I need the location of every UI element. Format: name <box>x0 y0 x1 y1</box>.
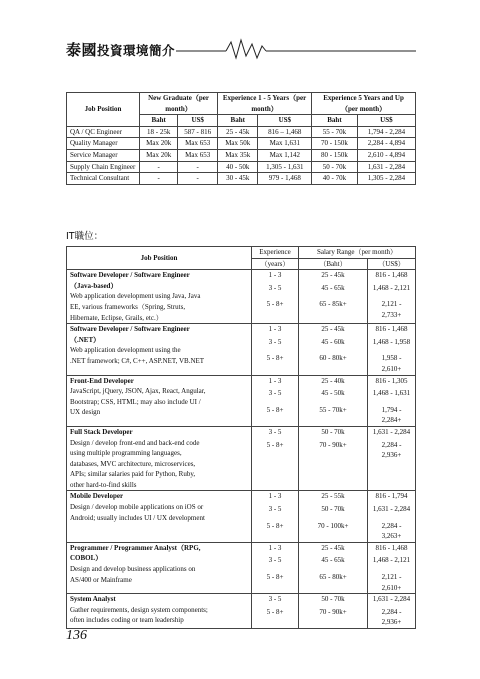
t2-years-header: （years） <box>252 258 299 270</box>
t2-usd-value: 2,284 - 2,936+ <box>381 440 402 460</box>
table-row <box>67 149 416 161</box>
t2-baht-value: 25 - 45k <box>321 325 345 334</box>
t2-exp-value: 3 - 5 <box>268 337 282 346</box>
table-row <box>67 126 416 138</box>
t2-usd-value: 816 - 1,305 <box>375 376 408 385</box>
t2-usd-value: 2,284 - 3,263+ <box>381 521 402 541</box>
t2-job-cell <box>67 491 252 542</box>
t2-usd-value: 816 - 1,468 <box>375 325 408 334</box>
t2-job-desc-line: databases, MVC architecture, microservices, <box>70 459 196 468</box>
t2-exp-value: 3 - 5 <box>268 595 282 604</box>
t2-usd-value: 816 - 1,468 <box>375 543 408 552</box>
t2-usd-value: 1,794 - 2,284+ <box>381 405 402 425</box>
t1-currency-header: Baht <box>140 115 178 127</box>
table-row <box>67 161 416 173</box>
t2-usd-value: 1,631 - 2,284 <box>372 595 411 604</box>
t2-baht-value: 70 - 100k+ <box>317 521 349 530</box>
t1-currency-header: Baht <box>218 115 258 127</box>
t2-job-desc-line: Design / develop front-end and back-end code <box>70 438 200 447</box>
t1-value-cell: 18 - 25k <box>140 126 178 138</box>
t2-job-desc-line: Design and develop business applications on <box>70 565 196 574</box>
t1-currency-header: US$ <box>258 115 312 127</box>
t2-usd-header: （US$） <box>368 258 416 270</box>
t2-job-desc-line: using multiple programming languages, <box>70 449 182 458</box>
t2-exp-value: 5 - 8+ <box>266 405 284 414</box>
t2-job-desc-line: Android; usually includes UI / UX development <box>70 513 205 522</box>
t2-job-cell <box>67 375 252 426</box>
t2-job-title: Mobile Developer <box>70 492 124 501</box>
t1-value-cell: Max 35k <box>218 149 258 161</box>
t2-usd-value: 1,468 - 1,631 <box>372 389 411 398</box>
t1-currency-header: Baht <box>312 115 358 127</box>
t2-job-title-cont: （Java-based） <box>70 281 118 290</box>
t2-baht-cell <box>299 594 368 629</box>
t1-job-cell: QA / QC Engineer <box>67 126 140 138</box>
t2-body <box>67 270 416 629</box>
t2-job-title: Software Developer / Software Engineer <box>70 325 190 334</box>
t2-exp-value: 5 - 8+ <box>266 354 284 363</box>
t2-job-desc-line: AS/400 or Mainframe <box>70 575 132 584</box>
t2-baht-value: 65 - 80k+ <box>319 573 347 582</box>
t2-usd-value: 2,284 - 2,936+ <box>381 607 402 627</box>
t2-usd-cell <box>368 491 416 542</box>
t2-job-title: Full Stack Developer <box>70 427 133 436</box>
table-row <box>67 375 416 426</box>
t1-value-cell: Max 1,142 <box>258 149 312 161</box>
it-section-label: IT職位： <box>66 231 104 242</box>
t2-job-cell <box>67 270 252 324</box>
t2-job-desc-line: Web application development using the <box>70 346 181 355</box>
t2-usd-cell <box>368 542 416 593</box>
t2-exp-cell <box>252 594 299 629</box>
t2-baht-value: 50 - 70k <box>321 427 345 436</box>
t2-usd-value: 2,121 - 2,733+ <box>381 300 402 319</box>
t1-value-cell: Max 653 <box>178 149 218 161</box>
t1-value-cell: 816 – 1,468 <box>258 126 312 138</box>
t2-usd-value: 1,631 - 2,284 <box>372 505 411 514</box>
t1-value-cell: - <box>178 161 218 173</box>
t1-value-cell: 587 - 816 <box>178 126 218 138</box>
t1-value-cell: 30 - 45k <box>218 173 258 185</box>
t2-exp-value: 5 - 8+ <box>266 573 284 582</box>
table-row <box>67 426 416 491</box>
t2-exp-value: 5 - 8+ <box>266 440 284 449</box>
t2-job-title: Front-End Developer <box>70 376 134 385</box>
t2-job-desc-line: EE, various frameworks（Spring, Struts, <box>70 302 186 311</box>
t2-exp-value: 1 - 3 <box>268 271 282 280</box>
t2-job-desc-line: Design / develop mobile applications on iOS or <box>70 503 204 512</box>
t1-currency-header: US$ <box>178 115 218 127</box>
t2-usd-value: 816 - 1,468 <box>375 271 408 280</box>
t2-baht-value: 45 - 60k <box>321 337 345 346</box>
t2-job-desc-line: JavaScript, jQuery, JSON, Ajax, React, Angular, <box>70 387 206 396</box>
t1-currency-header: US$ <box>357 115 415 127</box>
t2-job-desc-line: Bootstrap; CSS, HTML; may also include UI / <box>70 397 201 406</box>
t2-job-desc-line: often includes coding or team leadership <box>70 616 184 625</box>
t2-usd-cell <box>368 375 416 426</box>
t2-job-cell <box>67 324 252 375</box>
t1-value-cell: 40 - 50k <box>218 161 258 173</box>
t2-usd-value: 1,468 - 2,121 <box>372 556 411 565</box>
t1-group-header-1: Experience 1 - 5 Years（per month） <box>218 93 312 115</box>
t2-salary-header: Salary Range（per month） <box>299 247 416 259</box>
t2-exp-cell <box>252 375 299 426</box>
t2-baht-value: 45 - 50k <box>321 389 345 398</box>
t1-value-cell: 2,284 - 4,894 <box>357 138 415 150</box>
t1-group-header-2: Experience 5 Years and Up（per month） <box>312 93 416 115</box>
t2-baht-header: （Baht） <box>299 258 368 270</box>
t1-job-cell: Technical Consultant <box>67 173 140 185</box>
t2-usd-value: 1,958 - 2,610+ <box>381 354 402 373</box>
t2-baht-cell <box>299 426 368 491</box>
t2-usd-value: 1,468 - 1,958 <box>372 337 411 346</box>
t1-job-cell: Quality Manager <box>67 138 140 150</box>
t2-job-title-cont: （.NET） <box>70 335 101 344</box>
t2-baht-cell <box>299 491 368 542</box>
t2-exp-value: 1 - 3 <box>268 492 282 501</box>
t1-job-header: Job Position <box>67 93 140 127</box>
t2-baht-value: 50 - 70k <box>321 595 345 604</box>
t2-usd-value: 1,631 - 2,284 <box>372 427 411 436</box>
t2-job-desc-line: UX design <box>70 408 101 417</box>
t2-exp-value: 5 - 8+ <box>266 607 284 616</box>
t1-value-cell: 50 - 70k <box>312 161 358 173</box>
t1-job-cell: Service Manager <box>67 149 140 161</box>
t2-baht-value: 65 - 85k+ <box>319 300 347 309</box>
t2-usd-cell <box>368 426 416 491</box>
page-header <box>66 36 416 62</box>
t2-usd-value: 2,121 - 2,610+ <box>381 573 402 592</box>
t2-baht-value: 60 - 80k+ <box>319 354 347 363</box>
t2-baht-value: 55 - 70k+ <box>319 405 347 414</box>
t2-baht-value: 45 - 65k <box>321 556 345 565</box>
t2-exp-value: 3 - 5 <box>268 427 282 436</box>
t2-job-cell <box>67 594 252 629</box>
t2-exp-cell <box>252 491 299 542</box>
t2-job-desc-line: Gather requirements, design system components; <box>70 605 208 614</box>
t1-value-cell: - <box>178 173 218 185</box>
t2-job-desc-line: APIs; similar salaries paid for Python, Ruby, <box>70 470 196 479</box>
t1-value-cell: 979 - 1,468 <box>258 173 312 185</box>
t1-value-cell: 1,794 - 2,284 <box>357 126 415 138</box>
t2-exp-value: 3 - 5 <box>268 556 282 565</box>
t2-baht-value: 25 - 40k <box>321 376 345 385</box>
t1-value-cell: 1,305 - 2,284 <box>357 173 415 185</box>
table-row <box>67 324 416 375</box>
t1-value-cell: Max 20k <box>140 138 178 150</box>
t2-exp-cell <box>252 542 299 593</box>
t1-group-header-0: New Graduate（per month） <box>140 93 218 115</box>
table-row <box>67 491 416 542</box>
t2-baht-value: 25 - 45k <box>321 271 345 280</box>
t2-exp-value: 3 - 5 <box>268 283 282 292</box>
t2-exp-value: 1 - 3 <box>268 376 282 385</box>
t2-baht-value: 25 - 55k <box>321 492 345 501</box>
t2-job-desc-line: Hibernate, Eclipse, Grails, etc.） <box>70 313 163 322</box>
t2-job-header: Job Position <box>67 247 252 270</box>
t2-usd-cell <box>368 270 416 324</box>
t2-job-title-cont: COBOL） <box>70 554 103 563</box>
t2-baht-value: 45 - 65k <box>321 283 345 292</box>
t2-job-cell <box>67 426 252 491</box>
table-row <box>67 594 416 629</box>
t1-value-cell: Max 20k <box>140 149 178 161</box>
t2-exp-cell <box>252 270 299 324</box>
t2-exp-value: 3 - 5 <box>268 505 282 514</box>
t2-exp-value: 5 - 8+ <box>266 300 284 309</box>
t2-baht-value: 70 - 90k+ <box>319 440 347 449</box>
t2-baht-cell <box>299 324 368 375</box>
t1-value-cell: 80 - 150k <box>312 149 358 161</box>
t1-value-cell: Max 50k <box>218 138 258 150</box>
table-row <box>67 138 416 150</box>
t2-baht-value: 25 - 45k <box>321 543 345 552</box>
t2-exp-value: 3 - 5 <box>268 389 282 398</box>
t2-usd-value: 1,468 - 2,121 <box>372 283 411 292</box>
t2-job-cell <box>67 542 252 593</box>
t2-exp-cell <box>252 324 299 375</box>
t1-value-cell: 1,631 - 2,284 <box>357 161 415 173</box>
t2-usd-value: 816 - 1,794 <box>375 492 408 501</box>
t1-value-cell: - <box>140 161 178 173</box>
t1-value-cell: 2,610 - 4,894 <box>357 149 415 161</box>
t2-exp-value: 5 - 8+ <box>266 521 284 530</box>
t2-job-title: System Analyst <box>70 595 116 604</box>
table-row <box>67 173 416 185</box>
t1-value-cell: 70 - 150k <box>312 138 358 150</box>
t2-baht-cell <box>299 542 368 593</box>
table-row <box>67 270 416 324</box>
t1-value-cell: - <box>140 173 178 185</box>
t2-baht-cell <box>299 375 368 426</box>
t1-value-cell: 40 - 70k <box>312 173 358 185</box>
t1-value-cell: 25 - 45k <box>218 126 258 138</box>
t2-baht-value: 70 - 90k+ <box>319 607 347 616</box>
t1-job-cell: Supply Chain Engineer <box>67 161 140 173</box>
t2-exp-cell <box>252 426 299 491</box>
header-title-subtitle: 投資環境簡介 <box>97 43 176 58</box>
page-number: 136 <box>66 628 87 643</box>
t2-exp-header: Experience <box>252 247 299 259</box>
t2-job-desc-line: Web application development using Java, Java <box>70 292 201 301</box>
t1-value-cell: Max 1,631 <box>258 138 312 150</box>
salary-table-it <box>66 246 416 629</box>
t2-baht-value: 50 - 70k <box>321 505 345 514</box>
t2-exp-value: 1 - 3 <box>268 325 282 334</box>
t1-value-cell: 55 - 70k <box>312 126 358 138</box>
t2-job-desc-line: other hard-to-find skills <box>70 480 137 489</box>
table-row <box>67 542 416 593</box>
t2-job-title: Software Developer / Software Engineer <box>70 271 190 280</box>
t2-usd-cell <box>368 594 416 629</box>
t2-baht-cell <box>299 270 368 324</box>
salary-table-general <box>66 92 416 185</box>
header-title-country: 泰國 <box>66 41 98 59</box>
t2-exp-value: 1 - 3 <box>268 543 282 552</box>
t2-job-desc-line: .NET framework; C#, C++, ASP.NET, VB.NET <box>70 356 205 365</box>
t1-value-cell: Max 653 <box>178 138 218 150</box>
t1-value-cell: 1,305 - 1,631 <box>258 161 312 173</box>
t2-job-title: Programmer / Programmer Analyst（RPG, <box>70 543 201 552</box>
t1-body <box>67 126 416 184</box>
t2-usd-cell <box>368 324 416 375</box>
header-waveform-decoration <box>66 36 416 62</box>
